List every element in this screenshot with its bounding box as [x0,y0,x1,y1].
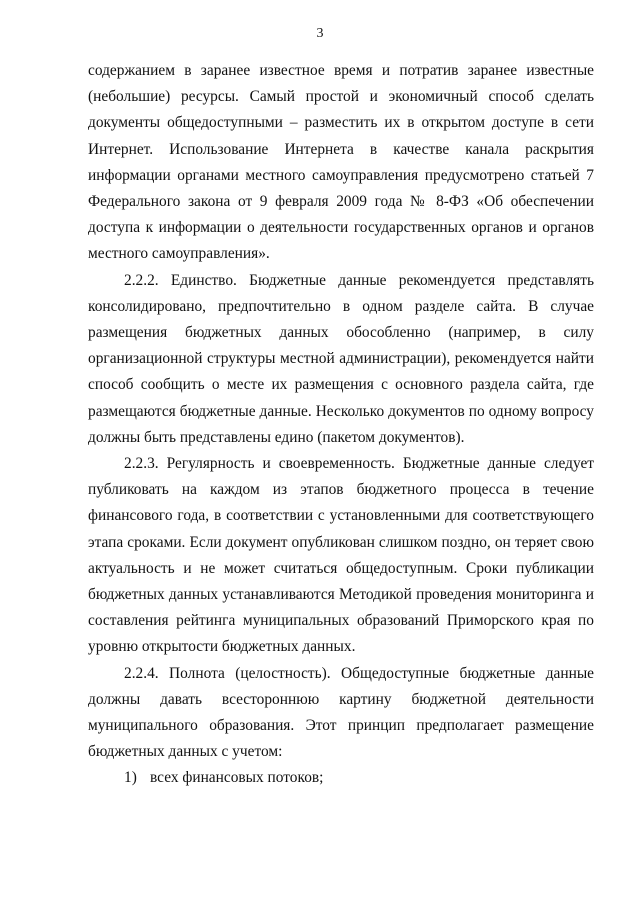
paragraph-continuation: содержанием в заранее известное время и потратив заранее известные (небольшие) ресурсы. Самый простой и экономичный способ сделать документы общедоступными – разместить их в открытом доступе в сети Интернет. Использование Интернета в качестве канала раскрытия информации органами местного самоуправления предусмотрено статьей 7 Федерального закона от 9 февраля 2009 года № 8-ФЗ «Об обеспечении доступа к информации о деятельности государственных органов и органов местного самоуправления». [88,62,594,263]
paragraph-2-2-3: 2.2.3. Регулярность и своевременность. Бюджетные данные следует публиковать на каждом из этапов бюджетного процесса в течение финансового года, в соответствии с установленными для соответствующего этапа сроками. Если документ опубликован слишком поздно, он теряет свою актуальность и не может считаться общедоступным. Сроки публикации бюджетных данных устанавливаются Методикой проведения мониторинга и составления рейтинга муниципальных образований Приморского края по уровню открытости бюджетных данных. [88,455,594,656]
list-item [88,765,594,791]
list-item-text: всех финансовых потоков; [150,769,324,787]
page-number: 3 [316,26,324,41]
list-item-number: 1) [124,769,137,787]
paragraph-2-2-2: 2.2.2. Единство. Бюджетные данные рекомендуется представлять консолидировано, предпочтительно в одном разделе сайта. В случае размещения бюджетных данных обособленно (например, в силу организационной структуры местной администрации), рекомендуется найти способ сообщить о месте их размещения с основного раздела сайта, где размещаются бюджетные данные. Несколько документов по одному вопросу должны быть представлены едино (пакетом документов). [88,271,594,446]
document-body [88,58,594,792]
paragraph-2-2-4: 2.2.4. Полнота (целостность). Общедоступные бюджетные данные должны давать всестороннюю картину бюджетной деятельности муниципального образования. Этот принцип предполагает размещение бюджетных данных с учетом: [88,664,594,761]
